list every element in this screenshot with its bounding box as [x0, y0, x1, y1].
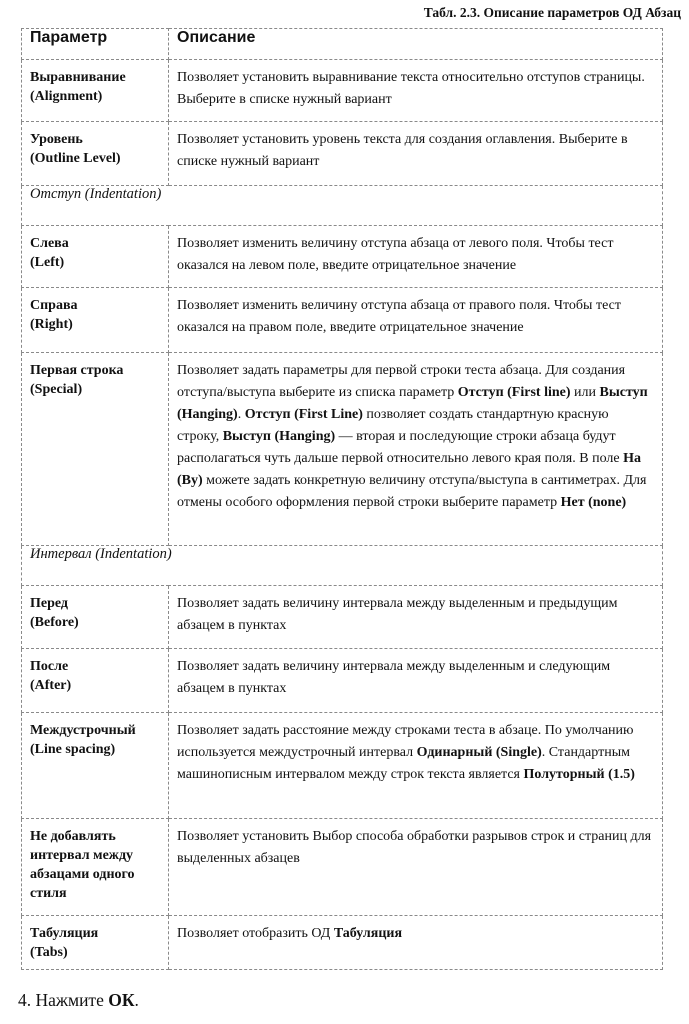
param-line: (After) — [30, 678, 72, 693]
description-cell — [169, 353, 663, 546]
table-row — [22, 713, 663, 819]
header-param: Параметр — [22, 29, 169, 60]
description-text: можете задать конкретную величину отступа/выступа в сантиметрах. Для отмены особого оформления первой строки выберите параметр — [177, 473, 647, 510]
table-caption: Табл. 2.3. Описание параметров ОД Абзац — [423, 5, 681, 20]
param-line: Уровень — [30, 132, 83, 147]
param-line: Междустрочный — [30, 723, 136, 738]
param-line: После — [30, 659, 69, 674]
description-text: Позволяет установить выравнивание текста относительно отступов страницы. Выберите в списке нужный вариант — [177, 70, 645, 107]
param-line: (Right) — [30, 317, 73, 332]
table-row — [22, 916, 663, 970]
param-line: (Before) — [30, 615, 79, 630]
description-cell — [169, 60, 663, 122]
param-line: Перед — [30, 596, 69, 611]
step-suffix: . — [134, 990, 139, 1010]
description-text: Позволяет задать расстояние между строками теста в абзаце. По умолчанию используется междустрочный интервал — [177, 723, 634, 760]
param-line: (Outline Level) — [30, 151, 121, 166]
param-line: (Special) — [30, 382, 83, 397]
section-row — [22, 546, 663, 586]
description-text: Позволяет изменить величину отступа абзаца от левого поля. Чтобы тест оказался на левом поле, введите отрицательное значение — [177, 236, 614, 273]
description-text: Позволяет задать параметры для первой строки теста абзаца. Для создания отступа/выступа выберите из списка параметр — [177, 363, 626, 400]
param-line: Выравнивание — [30, 70, 126, 85]
description-bold-text: Выступ (Hanging) — [177, 385, 648, 422]
param-line: (Line spacing) — [30, 742, 116, 757]
description-text: Позволяет задать величину интервала между выделенным и следующим абзацем в пунктах — [177, 659, 611, 696]
param-line: Первая строка — [30, 363, 124, 378]
param-line: Табуляция — [30, 926, 99, 941]
description-cell — [169, 916, 663, 970]
description-bold-text: Отступ (First Line) — [244, 407, 363, 422]
description-cell — [169, 649, 663, 713]
description-bold-text: Одинарный (Single) — [416, 745, 542, 760]
description-bold-text: Выступ (Hanging) — [222, 429, 336, 444]
param-cell — [22, 713, 169, 819]
description-text: Позволяет отобразить ОД — [177, 926, 334, 941]
table-row — [22, 353, 663, 546]
description-cell — [169, 713, 663, 819]
parameters-table — [21, 28, 663, 970]
table-row — [22, 819, 663, 916]
description-text: позволяет создать стандартную красную строку, — [177, 407, 609, 444]
description-cell — [169, 226, 663, 288]
description-bold-text: Табуляция — [333, 926, 403, 941]
param-line: Слева — [30, 236, 69, 251]
description-text: Позволяет изменить величину отступа абзаца от правого поля. Чтобы тест оказался на правом поле, введите отрицательное значение — [177, 298, 621, 335]
description-text: Позволяет установить уровень текста для создания оглавления. Выберите в списке нужный вариант — [177, 132, 628, 169]
description-bold-text: Отступ (First line) — [457, 385, 571, 400]
header-description: Описание — [169, 29, 663, 60]
param-cell — [22, 916, 169, 970]
description-cell — [169, 288, 663, 353]
description-cell — [169, 122, 663, 186]
step-prefix: 4. Нажмите — [18, 990, 109, 1010]
param-cell — [22, 353, 169, 546]
description-text: . Стандартным машинописным интервалом между строк текста является — [177, 745, 630, 782]
table-row — [22, 122, 663, 186]
table-body — [22, 60, 663, 970]
param-cell — [22, 586, 169, 649]
section-label: Интервал (Indentation) — [22, 546, 663, 586]
param-line: Справа — [30, 298, 78, 313]
param-cell — [22, 226, 169, 288]
section-label: Отступ (Indentation) — [22, 186, 663, 226]
table-row — [22, 226, 663, 288]
description-text: Позволяет задать величину интервала между выделенным и предыдущим абзацем в пунктах — [177, 596, 618, 633]
table-header-row — [22, 29, 663, 60]
table-row — [22, 586, 663, 649]
description-bold-text: Полуторный (1.5) — [523, 767, 635, 782]
table-row — [22, 60, 663, 122]
param-cell — [22, 288, 169, 353]
description-cell — [169, 819, 663, 916]
description-text: — вторая и последующие строки абзаца будут располагаться чуть дальше первой относительно левого края поля. В поле — [177, 429, 624, 466]
param-cell — [22, 649, 169, 713]
description-bold-text: На (By) — [177, 451, 641, 488]
table-row — [22, 649, 663, 713]
description-cell — [169, 586, 663, 649]
description-text: . — [237, 407, 245, 422]
param-cell — [22, 819, 169, 916]
param-line: (Left) — [30, 255, 65, 270]
table-row — [22, 288, 663, 353]
section-row — [22, 186, 663, 226]
param-cell — [22, 60, 169, 122]
description-bold-text: Нет (none) — [560, 495, 627, 510]
param-line: (Tabs) — [30, 945, 68, 960]
param-line: Не добавлять интервал между абзацами одного стиля — [30, 829, 135, 901]
param-line: (Alignment) — [30, 89, 103, 104]
step-ok-bold: ОК — [108, 990, 135, 1010]
description-text: или — [570, 385, 600, 400]
param-cell — [22, 122, 169, 186]
step-instruction — [18, 990, 139, 1011]
description-text: Позволяет установить Выбор способа обработки разрывов строк и страниц для выделенных абзацев — [177, 829, 652, 866]
